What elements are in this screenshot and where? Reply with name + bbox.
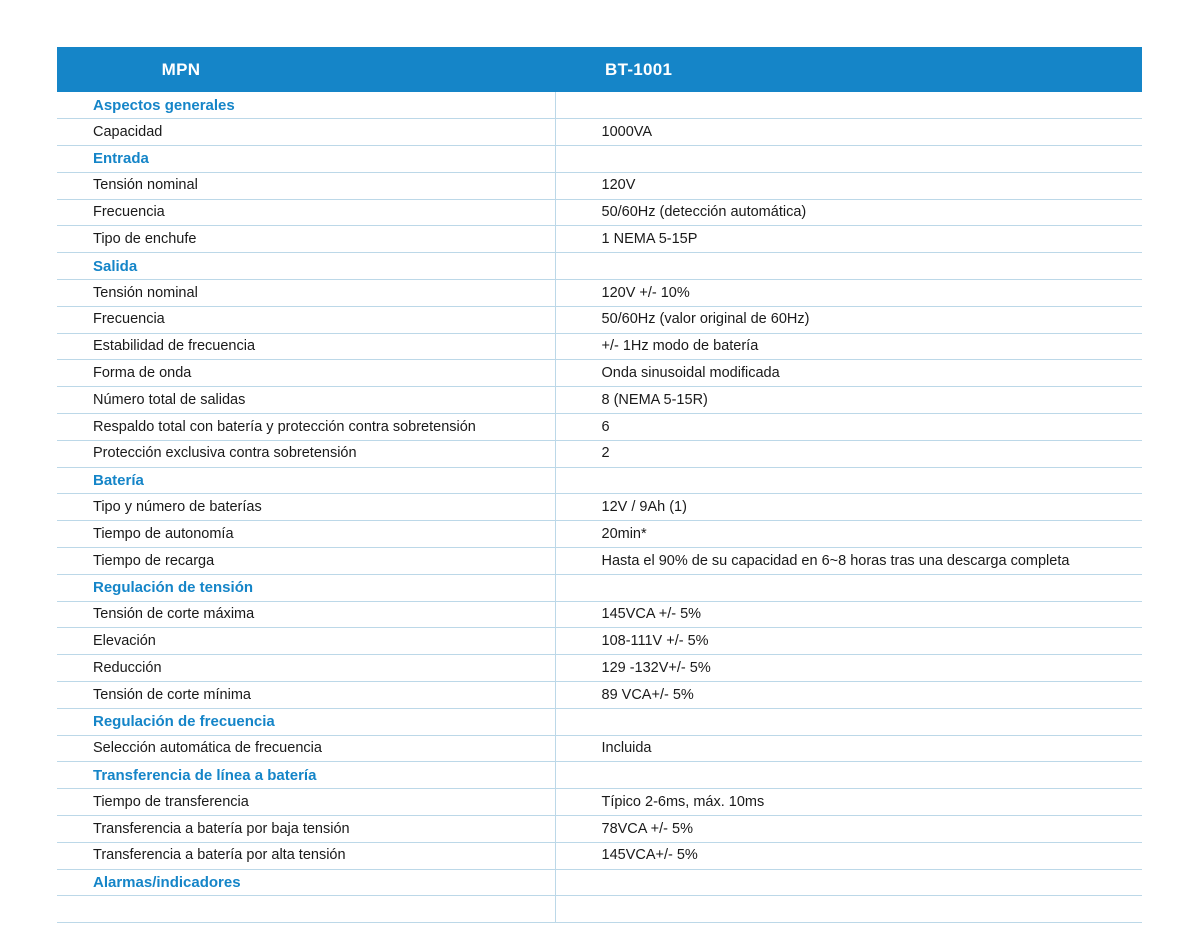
section-header-row <box>57 574 1142 601</box>
spec-value: 8 (NEMA 5-15R) <box>555 387 1142 414</box>
spec-value: 20min* <box>555 521 1142 548</box>
spec-label: Transferencia a batería por alta tensión <box>57 842 555 869</box>
section-value-empty <box>555 762 1142 789</box>
section-value-empty <box>555 253 1142 280</box>
spec-value: 145VCA +/- 5% <box>555 601 1142 628</box>
spec-label: Tiempo de recarga <box>57 548 555 575</box>
spec-value: 78VCA +/- 5% <box>555 816 1142 843</box>
spec-label: Estabilidad de frecuencia <box>57 333 555 360</box>
table-closing-cell-value <box>555 896 1142 923</box>
spec-label: Tensión nominal <box>57 172 555 199</box>
section-title: Transferencia de línea a batería <box>57 762 555 789</box>
spec-label: Transferencia a batería por baja tensión <box>57 816 555 843</box>
section-title: Batería <box>57 467 555 494</box>
spec-value: Incluida <box>555 735 1142 762</box>
spec-value: 6 <box>555 414 1142 441</box>
spec-value: 145VCA+/- 5% <box>555 842 1142 869</box>
spec-value: 12V / 9Ah (1) <box>555 494 1142 521</box>
section-title: Salida <box>57 253 555 280</box>
spec-value: 129 -132V+/- 5% <box>555 655 1142 682</box>
table-row <box>57 816 1142 843</box>
table-row <box>57 387 1142 414</box>
table-row <box>57 842 1142 869</box>
section-header-row <box>57 92 1142 119</box>
specifications-table <box>57 47 1142 923</box>
table-row <box>57 655 1142 682</box>
table-row <box>57 360 1142 387</box>
section-header-row <box>57 708 1142 735</box>
spec-label: Tensión nominal <box>57 280 555 307</box>
spec-label: Tiempo de transferencia <box>57 789 555 816</box>
table-row <box>57 172 1142 199</box>
spec-label: Respaldo total con batería y protección contra sobretensión <box>57 414 555 441</box>
spec-value: 89 VCA+/- 5% <box>555 682 1142 709</box>
table-header-row <box>57 47 1142 92</box>
spec-label: Tipo de enchufe <box>57 226 555 253</box>
table-row <box>57 682 1142 709</box>
spec-label: Tipo y número de baterías <box>57 494 555 521</box>
table-row <box>57 789 1142 816</box>
section-title: Regulación de frecuencia <box>57 708 555 735</box>
spec-label: Frecuencia <box>57 306 555 333</box>
spec-value: 108-111V +/- 5% <box>555 628 1142 655</box>
table-body <box>57 92 1142 923</box>
table-row <box>57 199 1142 226</box>
section-header-row <box>57 869 1142 896</box>
section-title: Alarmas/indicadores <box>57 869 555 896</box>
spec-label: Forma de onda <box>57 360 555 387</box>
spec-label: Tiempo de autonomía <box>57 521 555 548</box>
table-row <box>57 119 1142 146</box>
table-row <box>57 601 1142 628</box>
section-value-empty <box>555 467 1142 494</box>
spec-label: Elevación <box>57 628 555 655</box>
spec-label: Protección exclusiva contra sobretensión <box>57 440 555 467</box>
table-closing-cell-label <box>57 896 555 923</box>
table-closing-row <box>57 896 1142 923</box>
table-row <box>57 735 1142 762</box>
spec-label: Tensión de corte máxima <box>57 601 555 628</box>
section-value-empty <box>555 146 1142 173</box>
spec-label: Selección automática de frecuencia <box>57 735 555 762</box>
spec-value: 1000VA <box>555 119 1142 146</box>
spec-value: 50/60Hz (valor original de 60Hz) <box>555 306 1142 333</box>
spec-label: Frecuencia <box>57 199 555 226</box>
spec-value: Hasta el 90% de su capacidad en 6~8 horas tras una descarga completa <box>555 548 1142 575</box>
section-header-row <box>57 467 1142 494</box>
table-row <box>57 628 1142 655</box>
section-value-empty <box>555 92 1142 119</box>
column-header-mpn: MPN <box>57 47 555 92</box>
spec-value: 2 <box>555 440 1142 467</box>
spec-label: Reducción <box>57 655 555 682</box>
section-value-empty <box>555 708 1142 735</box>
table-row <box>57 414 1142 441</box>
table-row <box>57 548 1142 575</box>
spec-label: Capacidad <box>57 119 555 146</box>
table-row <box>57 494 1142 521</box>
table-row <box>57 521 1142 548</box>
table-row <box>57 333 1142 360</box>
spec-value: Típico 2-6ms, máx. 10ms <box>555 789 1142 816</box>
spec-label: Número total de salidas <box>57 387 555 414</box>
section-value-empty <box>555 869 1142 896</box>
section-title: Aspectos generales <box>57 92 555 119</box>
table-row <box>57 440 1142 467</box>
spec-label: Tensión de corte mínima <box>57 682 555 709</box>
table-row <box>57 226 1142 253</box>
section-value-empty <box>555 574 1142 601</box>
table-header <box>57 47 1142 92</box>
spec-value: 120V +/- 10% <box>555 280 1142 307</box>
table-row <box>57 280 1142 307</box>
section-header-row <box>57 146 1142 173</box>
spec-value: 120V <box>555 172 1142 199</box>
spec-value: 50/60Hz (detección automática) <box>555 199 1142 226</box>
spec-value: Onda sinusoidal modificada <box>555 360 1142 387</box>
section-header-row <box>57 253 1142 280</box>
column-header-model: BT-1001 <box>555 47 1142 92</box>
spec-value: 1 NEMA 5-15P <box>555 226 1142 253</box>
section-header-row <box>57 762 1142 789</box>
section-title: Regulación de tensión <box>57 574 555 601</box>
table-row <box>57 306 1142 333</box>
spec-value: +/- 1Hz modo de batería <box>555 333 1142 360</box>
section-title: Entrada <box>57 146 555 173</box>
